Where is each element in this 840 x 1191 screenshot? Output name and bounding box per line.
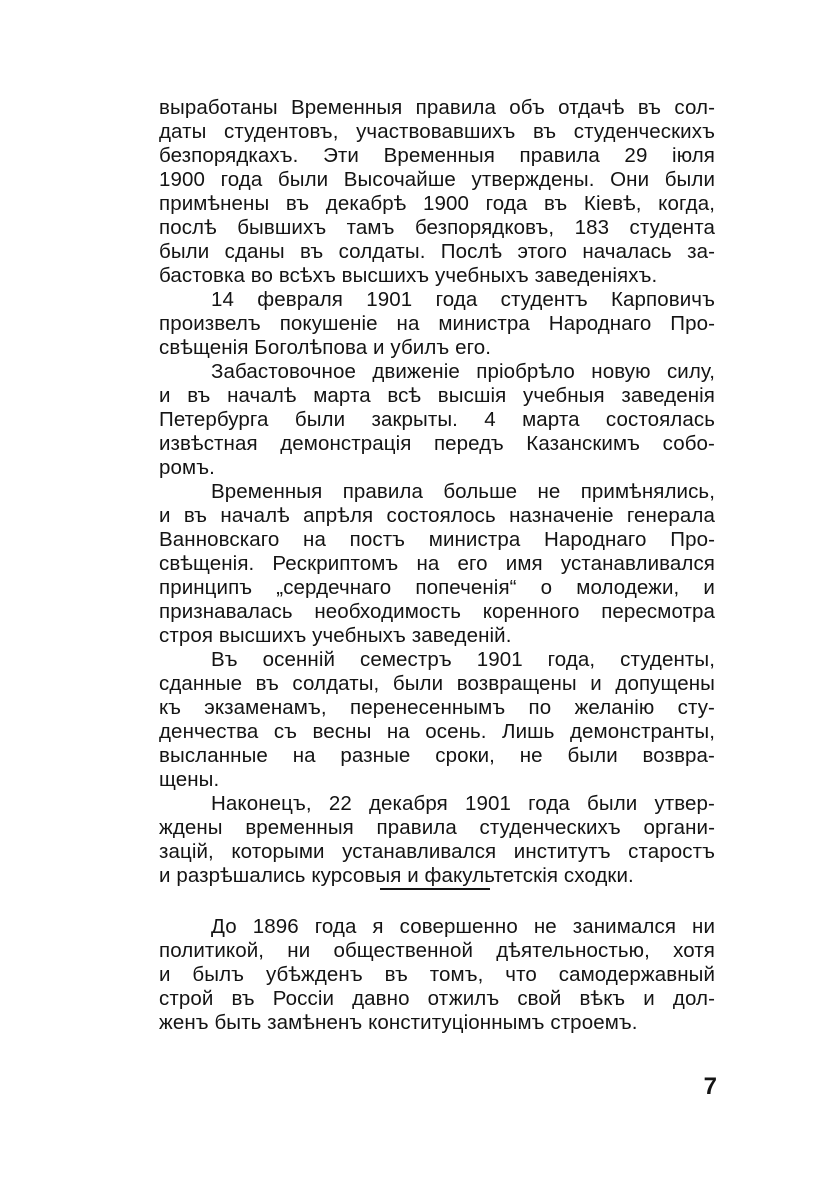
text-line: бастовка во всѣхъ высшихъ учебныхъ заведеніяхъ. xyxy=(159,264,658,287)
text-line: и разрѣшались курсовыя и факультетскія сходки. xyxy=(159,864,634,887)
text-line: 1900 года были Высочайше утверждены. Они были xyxy=(159,168,715,191)
text-line: безпорядкахъ. Эти Временныя правила 29 іюля xyxy=(159,144,715,167)
text-line: произвелъ покушеніе на министра Народнаго Про- xyxy=(159,312,715,335)
text-line: были сданы въ солдаты. Послѣ этого началась за- xyxy=(159,240,715,263)
second-text-block xyxy=(159,915,715,1035)
text-line: Ванновскаго на постъ министра Народнаго Про- xyxy=(159,528,715,551)
text-line: ждены временныя правила студенческихъ органи- xyxy=(159,816,715,839)
text-line: сданные въ солдаты, были возвращены и допущены xyxy=(159,672,715,695)
paragraph-first-line: До 1896 года я совершенно не занимался ни xyxy=(211,915,715,938)
text-line: извѣстная демонстрація передъ Казанскимъ собо- xyxy=(159,432,715,455)
text-line: щены. xyxy=(159,768,220,791)
text-line: строй въ Россіи давно отжилъ свой вѣкъ и дол- xyxy=(159,987,715,1010)
text-line: даты студентовъ, участвовавшихъ въ студенческихъ xyxy=(159,120,715,143)
text-line: свѣщенія. Рескриптомъ на его имя устанавливался xyxy=(159,552,715,575)
text-line: выработаны Временныя правила объ отдачѣ въ сол- xyxy=(159,96,715,119)
text-line: и былъ убѣжденъ въ томъ, что самодержавный xyxy=(159,963,715,986)
text-line: и въ началѣ марта всѣ высшія учебныя заведенія xyxy=(159,384,715,407)
text-line: свѣщенія Боголѣпова и убилъ его. xyxy=(159,336,492,359)
text-line: къ экзаменамъ, перенесеннымъ по желанію сту- xyxy=(159,696,715,719)
paragraph-first-line: 14 февраля 1901 года студентъ Карповичъ xyxy=(211,288,715,311)
section-divider xyxy=(380,888,490,890)
paragraph-first-line: Временныя правила больше не примѣнялись, xyxy=(211,480,715,503)
text-line: ромъ. xyxy=(159,456,215,479)
text-line: высланные на разные сроки, не были возвра- xyxy=(159,744,715,767)
paragraph-first-line: Забастовочное движеніе пріобрѣло новую силу, xyxy=(211,360,715,383)
text-line: политикой, ни общественной дѣятельностью, хотя xyxy=(159,939,715,962)
text-line: признавалась необходимость коренного пересмотра xyxy=(159,600,715,623)
text-line: денчества съ весны на осень. Лишь демонстранты, xyxy=(159,720,715,743)
text-line: Петербурга были закрыты. 4 марта состоялась xyxy=(159,408,715,431)
text-line: женъ быть замѣненъ конституціоннымъ строемъ. xyxy=(159,1011,638,1034)
paragraph-first-line: Въ осенній семестръ 1901 года, студенты, xyxy=(211,648,715,671)
main-text-block xyxy=(159,96,715,888)
text-line: строя высшихъ учебныхъ заведеній. xyxy=(159,624,512,647)
text-line: послѣ бывшихъ тамъ безпорядковъ, 183 студента xyxy=(159,216,715,239)
text-line: зацій, которыми устанавливался институтъ старостъ xyxy=(159,840,715,863)
paragraph-first-line: Наконецъ, 22 декабря 1901 года были утвер- xyxy=(211,792,715,815)
text-line: примѣнены въ декабрѣ 1900 года въ Кіевѣ, когда, xyxy=(159,192,715,215)
page-number: 7 xyxy=(703,1073,717,1100)
text-line: и въ началѣ апрѣля состоялось назначеніе генерала xyxy=(159,504,715,527)
text-line: принципъ „сердечнаго попеченія“ о молодежи, и xyxy=(159,576,715,599)
